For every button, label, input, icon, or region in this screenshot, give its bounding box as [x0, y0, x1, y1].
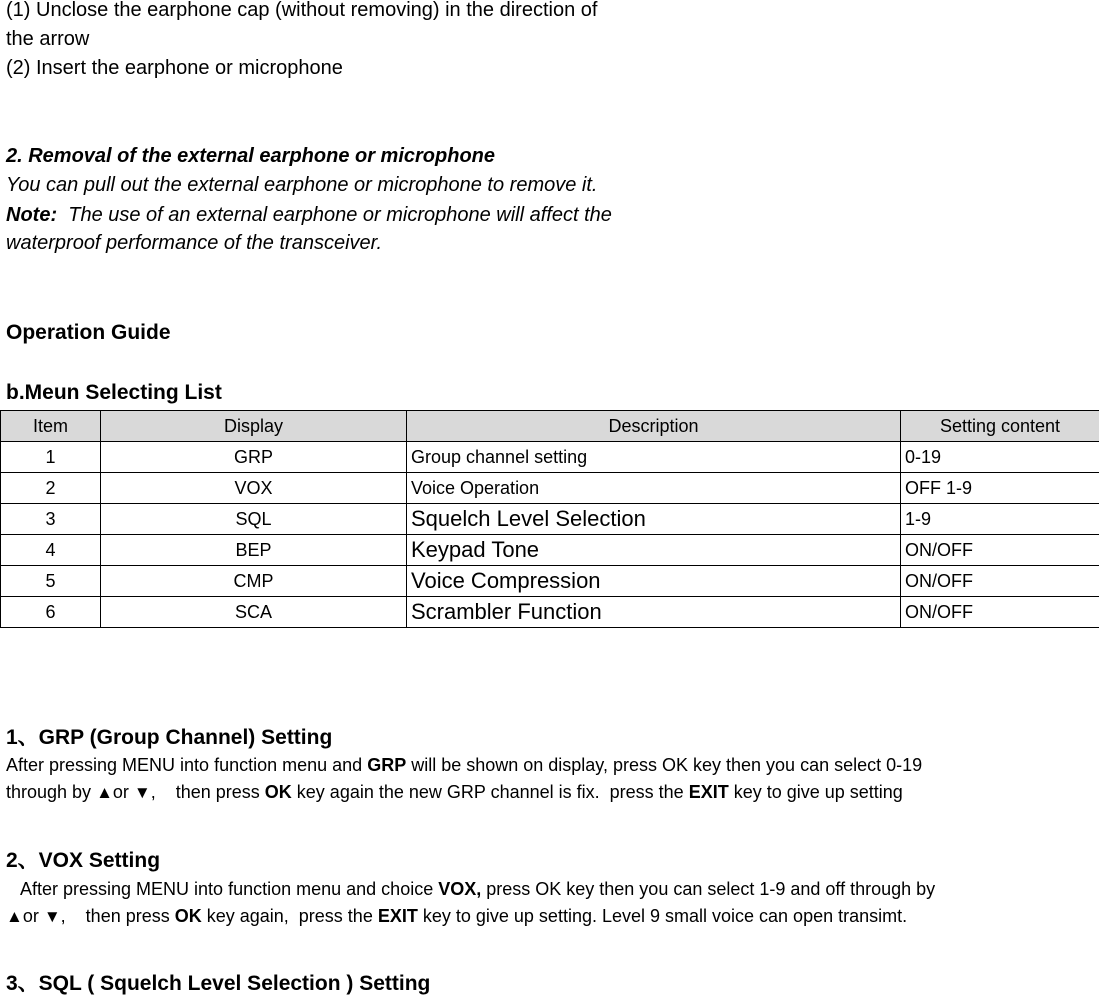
menu-list-title: b.Meun Selecting List — [6, 381, 222, 405]
table-row — [1, 566, 1099, 597]
grp-line1 — [6, 752, 922, 779]
cell-display: GRP — [101, 442, 407, 473]
vox-line2 — [6, 903, 907, 930]
grp-text: , then press — [151, 782, 265, 802]
ok-keyword: OK — [175, 906, 202, 926]
cell-item: 5 — [1, 566, 101, 597]
vox-line1 — [20, 876, 935, 903]
menu-table-header — [1, 411, 1099, 442]
cell-display: SCA — [101, 597, 407, 628]
up-arrow-icon: ▲ — [6, 907, 23, 926]
vox-text: , then press — [61, 906, 175, 926]
exit-keyword: EXIT — [689, 782, 729, 802]
grp-text: key to give up setting — [729, 782, 903, 802]
install-step1-line1: (1) Unclose the earphone cap (without removing) in the direction of — [6, 0, 597, 25]
vox-text: After pressing MENU into function menu and choice — [20, 879, 438, 899]
header-display: Display — [101, 411, 407, 442]
ok-keyword: OK — [265, 782, 292, 802]
cell-description: Group channel setting — [407, 442, 901, 473]
table-row — [1, 535, 1099, 566]
vox-text: key again, press the — [202, 906, 378, 926]
cell-description: Squelch Level Selection — [407, 504, 901, 535]
cell-setting: ON/OFF — [901, 566, 1099, 597]
grp-text: key again the new GRP channel is fix. press the — [292, 782, 689, 802]
down-arrow-icon: ▼ — [44, 907, 61, 926]
vox-heading: 2、VOX Setting — [6, 844, 160, 874]
grp-text: will be shown on display, press OK key then you can select 0-19 — [406, 755, 922, 775]
install-step2: (2) Insert the earphone or microphone — [6, 54, 343, 83]
install-step1-line2: the arrow — [6, 25, 89, 54]
cell-setting: 0-19 — [901, 442, 1099, 473]
down-arrow-icon: ▼ — [134, 783, 151, 802]
note-line2: waterproof performance of the transceiver. — [6, 229, 382, 258]
removal-heading: 2. Removal of the external earphone or microphone — [6, 142, 495, 171]
grp-text: After pressing MENU into function menu and — [6, 755, 367, 775]
cell-setting: ON/OFF — [901, 597, 1099, 628]
grp-text: through by — [6, 782, 96, 802]
table-row — [1, 473, 1099, 504]
cell-item: 1 — [1, 442, 101, 473]
or-text: or — [23, 906, 44, 926]
vox-text: key to give up setting. Level 9 small voice can open transimt. — [418, 906, 907, 926]
table-row — [1, 504, 1099, 535]
cell-item: 4 — [1, 535, 101, 566]
cell-description: Keypad Tone — [407, 535, 901, 566]
cell-description: Voice Operation — [407, 473, 901, 504]
cell-setting: ON/OFF — [901, 535, 1099, 566]
cell-setting: 1-9 — [901, 504, 1099, 535]
cell-item: 2 — [1, 473, 101, 504]
cell-item: 3 — [1, 504, 101, 535]
menu-table — [0, 410, 1099, 628]
cell-display: BEP — [101, 535, 407, 566]
header-item: Item — [1, 411, 101, 442]
header-setting: Setting content — [901, 411, 1099, 442]
exit-keyword: EXIT — [378, 906, 418, 926]
table-row — [1, 597, 1099, 628]
up-arrow-icon: ▲ — [96, 783, 113, 802]
removal-note — [6, 201, 612, 230]
vox-text: press OK key then you can select 1-9 and off through by — [481, 879, 935, 899]
cell-item: 6 — [1, 597, 101, 628]
cell-display: SQL — [101, 504, 407, 535]
cell-setting: OFF 1-9 — [901, 473, 1099, 504]
cell-display: CMP — [101, 566, 407, 597]
note-line1: The use of an external earphone or microphone will affect the — [57, 204, 612, 226]
cell-description: Scrambler Function — [407, 597, 901, 628]
removal-body: You can pull out the external earphone or microphone to remove it. — [6, 171, 597, 200]
or-text: or — [113, 782, 134, 802]
operation-guide-heading: Operation Guide — [6, 321, 171, 345]
grp-keyword: GRP — [367, 755, 406, 775]
note-label: Note: — [6, 204, 57, 226]
vox-keyword: VOX, — [438, 879, 481, 899]
header-description: Description — [407, 411, 901, 442]
sql-heading: 3、SQL ( Squelch Level Selection ) Setting — [6, 967, 430, 997]
grp-heading: 1、GRP (Group Channel) Setting — [6, 721, 332, 751]
cell-description: Voice Compression — [407, 566, 901, 597]
grp-line2 — [6, 779, 903, 806]
table-row — [1, 442, 1099, 473]
cell-display: VOX — [101, 473, 407, 504]
